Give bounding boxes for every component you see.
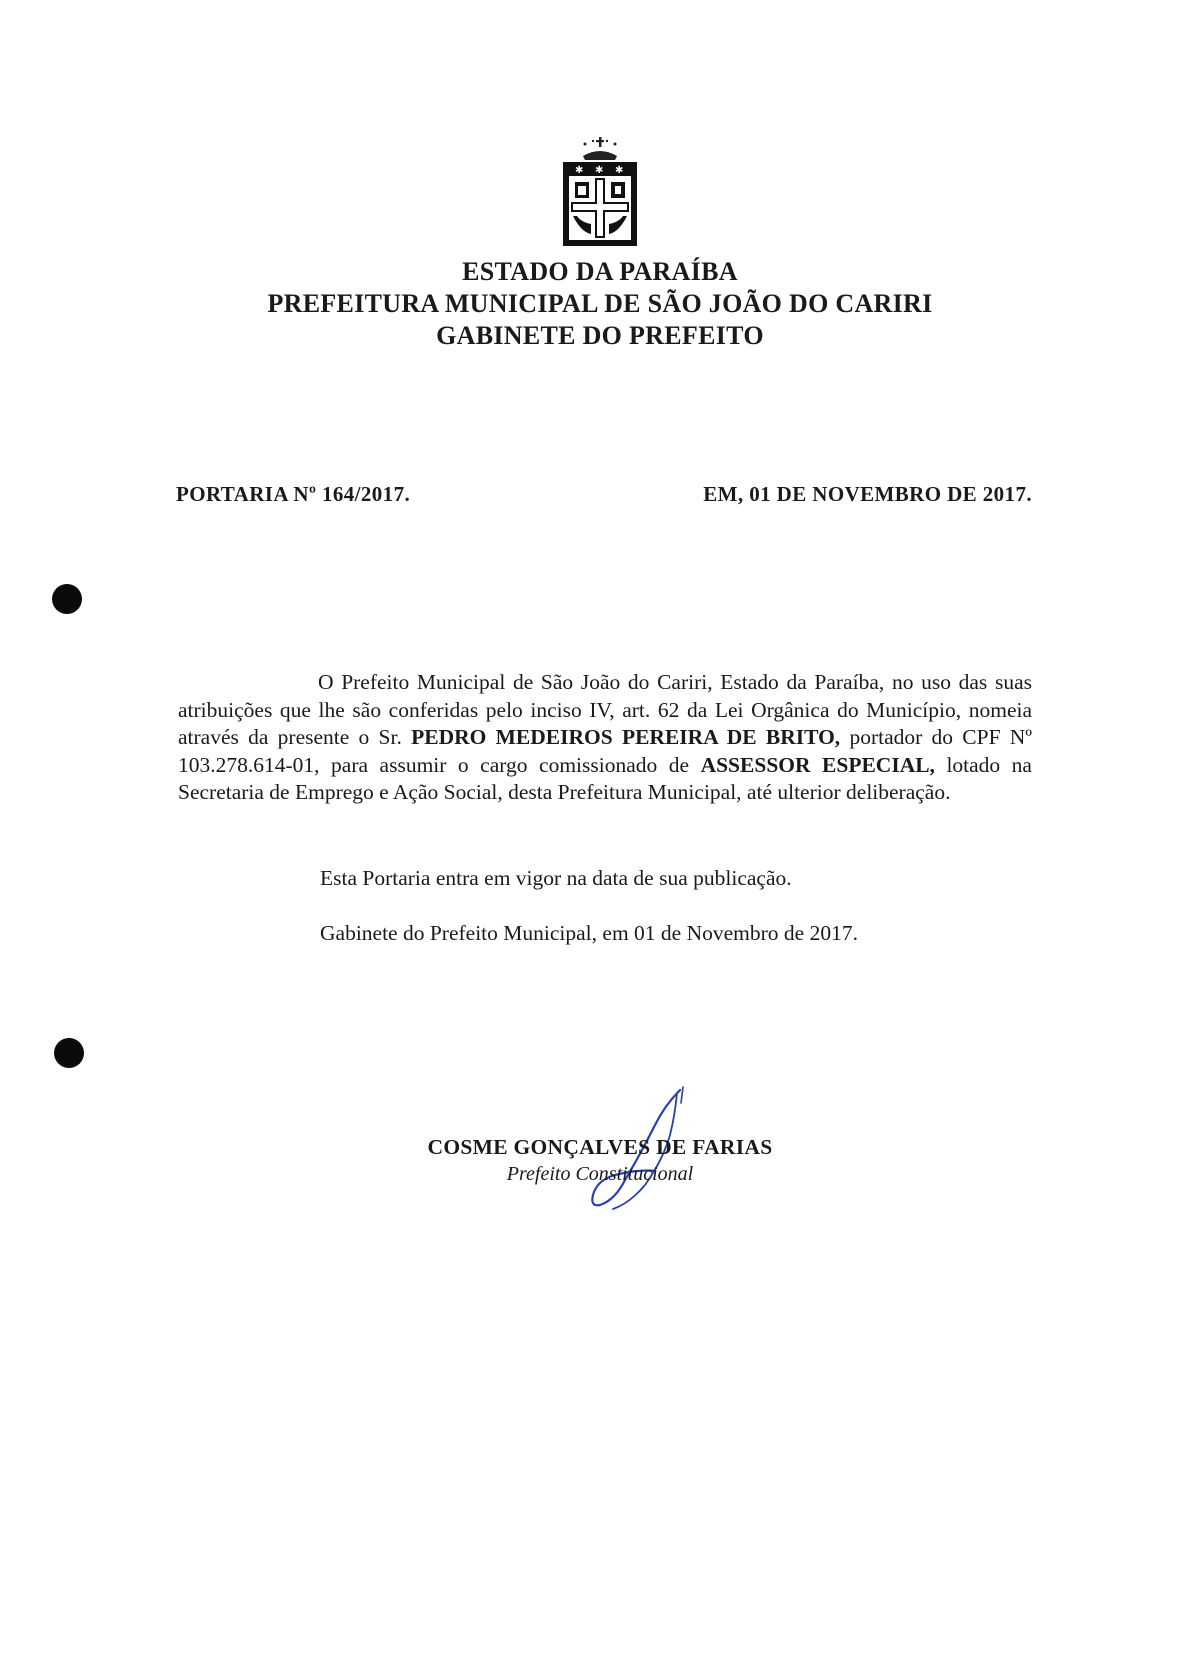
signatory-name: COSME GONÇALVES DE FARIAS <box>427 1135 773 1159</box>
body-text-part-3: lotado na Secretaria de Emprego e Ação Social, desta Prefeitura Municipal, até ulterior deliberação. <box>178 752 1032 804</box>
body-text-part-1: O Prefeito Municipal de São João do Cariri, Estado da Paraíba, no uso das suas atribuições que lhe são conferidas pelo inciso IV, art. 62 da Lei Orgânica do Município, nomeia através da presente o Sr. <box>178 670 1032 749</box>
punch-hole-top <box>52 584 82 614</box>
header-municipality: PREFEITURA MUNICIPAL DE SÃO JOÃO DO CARIRI <box>267 289 933 318</box>
svg-text:✱: ✱ <box>575 165 584 176</box>
header-state: ESTADO DA PARAÍBA <box>462 257 738 286</box>
office-date-paragraph: Gabinete do Prefeito Municipal, em 01 de Novembro de 2017. <box>320 921 858 945</box>
appointed-role: ASSESSOR ESPECIAL, <box>700 752 935 777</box>
body-text-part-2: portador do CPF Nº 103.278.614-01, para assumir o cargo comissionado de <box>178 725 1032 777</box>
document-header <box>0 256 1200 352</box>
ordinance-date: EM, 01 DE NOVEMBRO DE 2017. <box>703 482 1032 506</box>
header-office: GABINETE DO PREFEITO <box>436 321 764 350</box>
punch-hole-bottom <box>54 1038 84 1068</box>
ordinance-body-paragraph <box>178 669 1032 807</box>
signature-block <box>0 1133 1200 1187</box>
signatory-title: Prefeito Constitucional <box>506 1163 694 1185</box>
svg-text:✱: ✱ <box>595 165 604 176</box>
municipal-coat-of-arms-icon <box>555 136 645 252</box>
ordinance-number: PORTARIA Nº 164/2017. <box>176 482 411 506</box>
svg-text:✱: ✱ <box>615 165 624 176</box>
appointee-name: PEDRO MEDEIROS PEREIRA DE BRITO, <box>411 725 841 749</box>
effective-date-paragraph: Esta Portaria entra em vigor na data de sua publicação. <box>320 866 792 890</box>
